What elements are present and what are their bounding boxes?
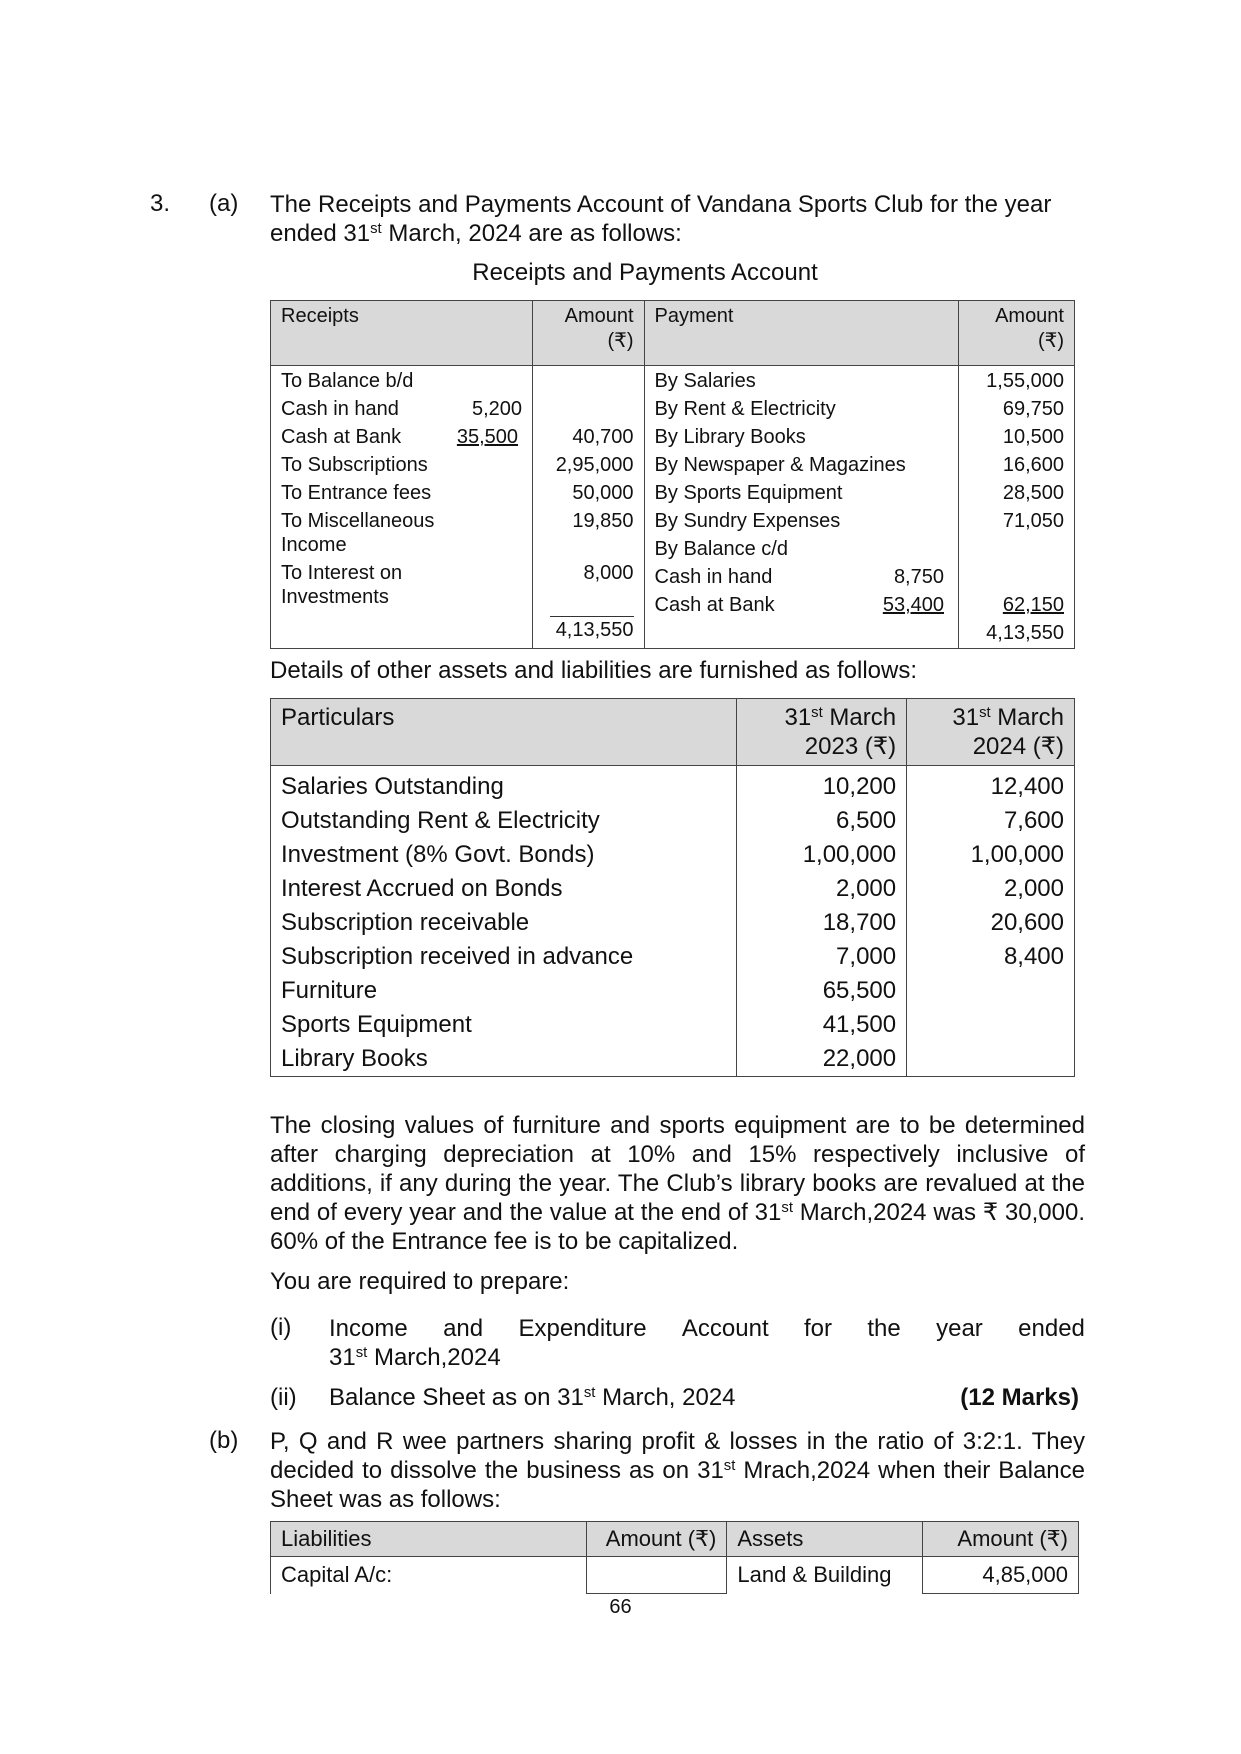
- bs-header-liabilities: Liabilities: [271, 1522, 587, 1557]
- bs-header-row: [271, 1522, 1079, 1557]
- al-header-2024: 31st March 2024 (₹): [907, 699, 1075, 766]
- part-a-label: (a): [209, 190, 239, 217]
- receipt-interest-line-1: To Interest on: [281, 562, 403, 584]
- al-value-2024: [907, 1042, 1075, 1077]
- receipt-subscriptions: To Subscriptions: [281, 454, 428, 476]
- al-particular: Subscription received in advance: [271, 940, 737, 974]
- receipt-amount-subscriptions: 2,95,000: [555, 454, 634, 476]
- table-row: [271, 940, 1075, 974]
- al-particular: Outstanding Rent & Electricity: [271, 804, 737, 838]
- question-number: 3.: [150, 190, 171, 217]
- al-value-2024: [907, 974, 1075, 1008]
- al-particular: Subscription receivable: [271, 906, 737, 940]
- payment-sports: By Sports Equipment: [654, 482, 843, 504]
- receipt-misc-income-line-2: Income: [281, 534, 347, 556]
- payment-cash-at-bank-value: 53,400: [882, 594, 944, 616]
- item-ii-text: Balance Sheet as on 31st March, 2024: [329, 1384, 736, 1411]
- page-number: 66: [609, 1596, 632, 1618]
- payment-salaries: By Salaries: [654, 370, 756, 392]
- payment-amount-sports: 28,500: [1002, 482, 1064, 504]
- payment-amount-closing: 62,150: [1002, 594, 1064, 616]
- rp-header-receipts: Receipts: [271, 301, 533, 366]
- receipts-payments-table: [270, 300, 1075, 649]
- al-value-2024: 7,600: [907, 804, 1075, 838]
- al-value-2023: 65,500: [737, 974, 907, 1008]
- table-row: [271, 1008, 1075, 1042]
- required-intro: You are required to prepare:: [270, 1268, 570, 1295]
- al-particular: Investment (8% Govt. Bonds): [271, 838, 737, 872]
- part-b-intro: P, Q and R wee partners sharing profit & losses in the ratio of 3:2:1. They decided to dissolve the business as on 31st Mrach,2024 when their Balance Sheet was as follows:: [270, 1428, 1086, 1513]
- rp-header-payment: Payment: [644, 301, 958, 366]
- receipt-misc-income-line-1: To Miscellaneous: [281, 510, 435, 532]
- item-i-number: (i): [270, 1314, 292, 1341]
- bs-header-amount-1: Amount (₹): [587, 1522, 727, 1557]
- al-value-2024: 20,600: [907, 906, 1075, 940]
- bs-header-amount-2: Amount (₹): [923, 1522, 1079, 1557]
- assets-liabilities-table: [270, 698, 1075, 1077]
- table-row: [271, 906, 1075, 940]
- table-row: [271, 974, 1075, 1008]
- item-ii-number: (ii): [270, 1384, 297, 1411]
- al-value-2024: 12,400: [907, 766, 1075, 805]
- receipt-entrance-fees: To Entrance fees: [281, 482, 432, 504]
- al-value-2024: 2,000: [907, 872, 1075, 906]
- bs-header-assets: Assets: [727, 1522, 923, 1557]
- bs-liability: Capital A/c:: [271, 1557, 587, 1594]
- rp-body-row: [271, 366, 1075, 649]
- table-row: [271, 838, 1075, 872]
- receipt-amount-interest: 8,000: [583, 562, 634, 584]
- al-value-2024: 1,00,000: [907, 838, 1075, 872]
- payment-balance-cd: By Balance c/d: [654, 538, 788, 560]
- payment-amount-salaries: 1,55,000: [986, 370, 1064, 392]
- receipt-amount-entrance: 50,000: [572, 482, 634, 504]
- al-value-2024: [907, 1008, 1075, 1042]
- al-particular: Salaries Outstanding: [271, 766, 737, 805]
- al-particular: Library Books: [271, 1042, 737, 1077]
- partnership-balance-sheet: [270, 1521, 1079, 1594]
- receipt-cash-in-hand-value: 5,200: [471, 398, 523, 420]
- payment-amount-rent: 69,750: [1002, 398, 1064, 420]
- details-intro: Details of other assets and liabilities are furnished as follows:: [270, 657, 917, 684]
- payment-library: By Library Books: [654, 426, 806, 448]
- table-row: [271, 804, 1075, 838]
- rp-payments-cell: [644, 366, 958, 649]
- receipt-amount-opening: 40,700: [572, 426, 634, 448]
- rp-payment-amounts-cell: [959, 366, 1075, 649]
- table-row: [271, 766, 1075, 805]
- table-row: [271, 872, 1075, 906]
- receipt-amount-total: 4,13,550: [555, 619, 634, 641]
- al-value-2023: 7,000: [737, 940, 907, 974]
- bs-liability-amount: [587, 1557, 727, 1594]
- receipt-cash-at-bank-value: 35,500: [456, 426, 519, 448]
- payment-amount-newspaper: 16,600: [1002, 454, 1064, 476]
- receipt-amount-misc: 19,850: [572, 510, 634, 532]
- rp-header-row: [271, 301, 1075, 366]
- al-particular: Furniture: [271, 974, 737, 1008]
- part-b-label: (b): [209, 1427, 239, 1454]
- bs-asset: Land & Building: [727, 1557, 923, 1594]
- item-i-text: Income and Expenditure Account for the year ended 31st March,2024: [329, 1315, 1085, 1371]
- al-value-2023: 18,700: [737, 906, 907, 940]
- payment-cash-at-bank-label: Cash at Bank: [654, 594, 775, 616]
- receipt-cash-in-hand-label: Cash in hand: [281, 398, 399, 420]
- rp-receipt-amounts-cell: [533, 366, 645, 649]
- receipt-interest-line-2: Investments: [281, 586, 389, 608]
- rp-header-amount-2: Amount (₹): [959, 301, 1075, 366]
- al-particular: Sports Equipment: [271, 1008, 737, 1042]
- al-header-2023: 31st March 2023 (₹): [737, 699, 907, 766]
- question-intro: The Receipts and Payments Account of Vandana Sports Club for the year ended 31st March, 2024 are as follows:: [270, 191, 1052, 247]
- table-row: [271, 1042, 1075, 1077]
- al-value-2023: 6,500: [737, 804, 907, 838]
- table-row: [271, 1557, 1079, 1594]
- payment-sundry: By Sundry Expenses: [654, 510, 841, 532]
- al-value-2023: 1,00,000: [737, 838, 907, 872]
- al-value-2023: 41,500: [737, 1008, 907, 1042]
- payment-amount-total: 4,13,550: [986, 622, 1064, 644]
- rp-receipts-cell: [271, 366, 533, 649]
- payment-newspaper: By Newspaper & Magazines: [654, 454, 906, 476]
- al-value-2023: 2,000: [737, 872, 907, 906]
- payment-cash-in-hand-label: Cash in hand: [654, 566, 773, 588]
- al-particular: Interest Accrued on Bonds: [271, 872, 737, 906]
- payment-cash-in-hand-value: 8,750: [893, 566, 944, 588]
- bs-asset-amount: 4,85,000: [923, 1557, 1079, 1594]
- receipt-cash-at-bank-label: Cash at Bank: [281, 426, 402, 448]
- payment-amount-sundry: 71,050: [1002, 510, 1064, 532]
- rp-account-title: Receipts and Payments Account: [472, 259, 818, 286]
- payment-rent: By Rent & Electricity: [654, 398, 836, 420]
- al-header-particulars: Particulars: [271, 699, 737, 766]
- al-header-row: [271, 699, 1075, 766]
- receipt-balance-bd: To Balance b/d: [281, 370, 414, 392]
- depreciation-paragraph: The closing values of furniture and sports equipment are to be determined after charging depreciation at 10% and 15% respectively inclusive of additions, if any during the year. The Club’s library books are revalued at the end of every year and the value at the end of 31st March,2024 was ₹ 30,000. 60% of the Entrance fee is to be capitalized.: [270, 1112, 1085, 1255]
- al-value-2023: 22,000: [737, 1042, 907, 1077]
- receipt-total-rule: [550, 616, 634, 617]
- al-value-2024: 8,400: [907, 940, 1075, 974]
- payment-amount-library: 10,500: [1002, 426, 1064, 448]
- al-value-2023: 10,200: [737, 766, 907, 805]
- marks-label: (12 Marks): [960, 1384, 1079, 1411]
- rp-header-amount-1: Amount (₹): [533, 301, 645, 366]
